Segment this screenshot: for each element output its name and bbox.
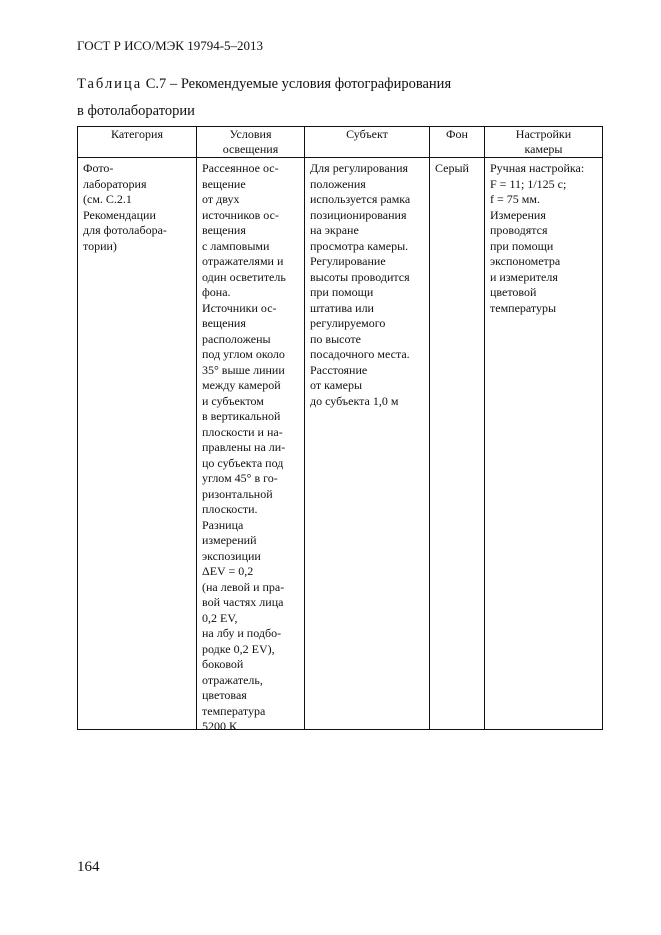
column-lighting xyxy=(196,127,304,733)
column-subject xyxy=(304,127,429,729)
column-camera xyxy=(484,127,602,729)
column-header-camera: Настройки камеры xyxy=(515,127,572,156)
column-header-subject: Субъект xyxy=(346,127,388,141)
page-number: 164 xyxy=(77,859,100,875)
cell-subject: Для регулирования положения используется рамка позиционирования на экране просмотра камеры. Регулирование высоты проводится при помощи штатива или регулируемого по высоте посадочного места. Расстояние от камеры до субъекта 1,0 м xyxy=(310,161,411,408)
cell-category: Фото- лаборатория (см. С.2.1 Рекомендации для фотолабора- тории) xyxy=(83,161,167,253)
table-caption xyxy=(77,71,451,125)
cell-background: Серый xyxy=(435,161,469,175)
caption-title-line-2: в фотолаборатории xyxy=(77,103,195,119)
caption-title-line-1: – Рекомендуемые условия фотографирования xyxy=(169,76,452,92)
caption-number: С.7 xyxy=(145,76,167,92)
column-category xyxy=(78,127,196,729)
recommendations-table xyxy=(77,126,603,733)
caption-line-1 xyxy=(77,71,451,98)
standard-header: ГОСТ Р ИСО/МЭК 19794-5–2013 xyxy=(77,38,264,53)
column-header-background: Фон xyxy=(446,127,468,141)
column-header-category: Категория xyxy=(111,127,163,141)
cell-camera: Ручная настройка: F = 11; 1/125 с; f = 75 мм. Измерения проводятся при помощи экспонометра и измерителя цветовой температуры xyxy=(490,161,585,315)
column-header-lighting: Условия освещения xyxy=(222,127,279,156)
cell-lighting: Рассеянное ос- вещение от двух источников ос- вещения с ламповыми отражателями и один осветитель фона. Источники ос- вещения расположены под углом около 35° выше линии между камерой и субъектом в вертикальной плоскости и на- правлены на ли- цо субъекта под углом 45° в го- ризонтальной плоскости. Разница измерений экспозиции ΔEV = 0,2 (на левой и пра- вой частях лица 0,2 EV, на лбу и подбо- родке 0,2 EV), боковой отражатель, цветовая температура 5200 К xyxy=(202,161,286,733)
column-background xyxy=(429,127,484,729)
caption-prefix: Таблица xyxy=(77,76,143,92)
